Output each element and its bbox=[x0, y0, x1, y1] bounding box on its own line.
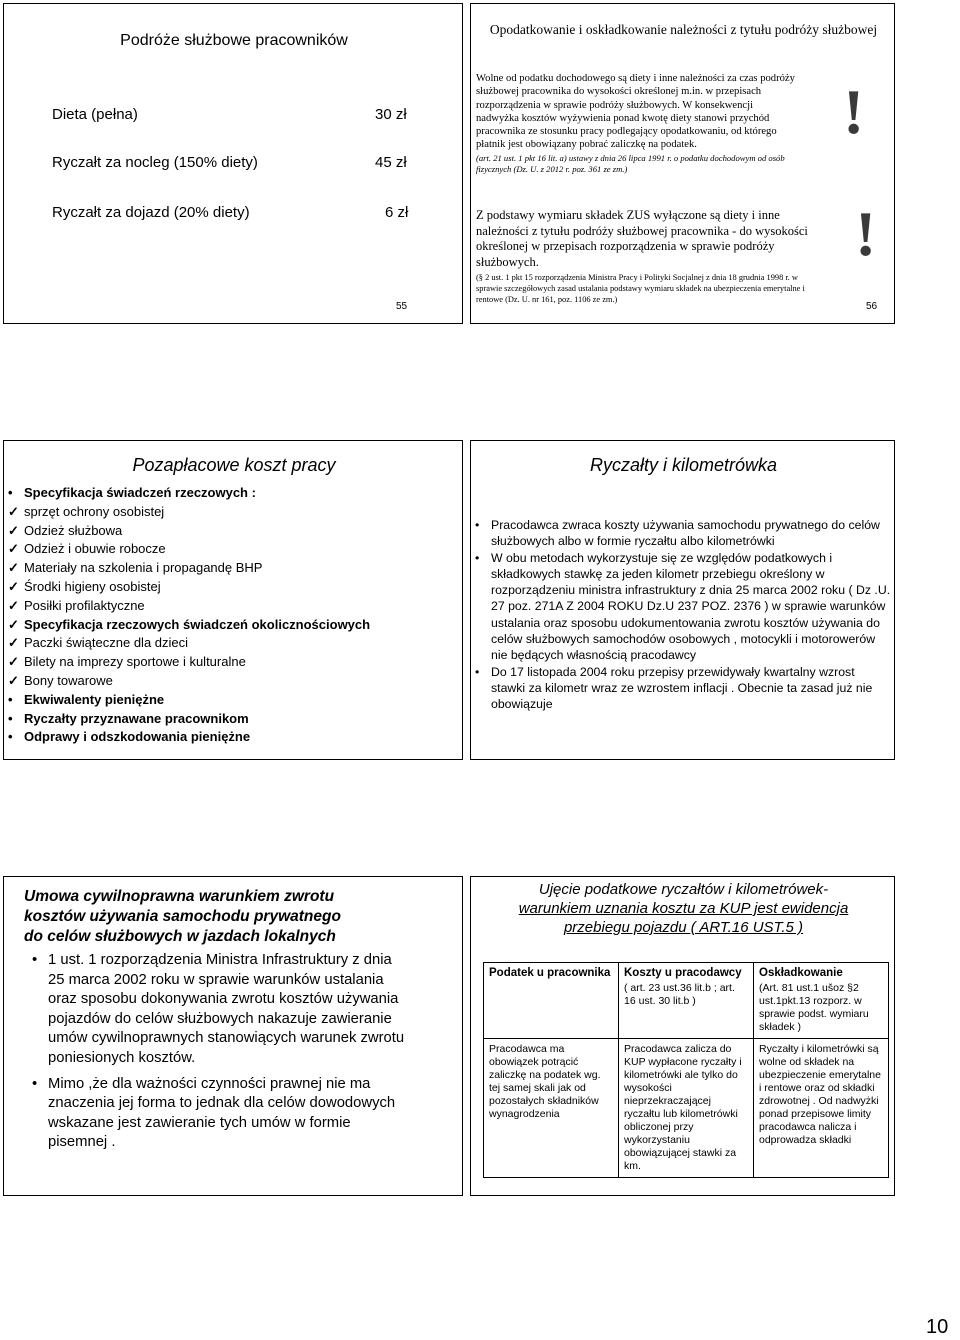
row-value: 45 zł bbox=[375, 154, 407, 171]
contract-list bbox=[48, 951, 408, 1153]
title-line: Ujęcie podatkowe ryczałtów i kilometrówek- bbox=[538, 881, 829, 898]
list-item: • Mimo ,że dla ważności czynności prawnej nie ma znaczenia jej forma to jednak dla celów dowodowych wskazane jest zawieranie tych umów w formie pisemnej . bbox=[48, 1075, 408, 1153]
slide-59-title bbox=[24, 887, 454, 947]
tax-table bbox=[483, 962, 889, 1178]
table-header-cell bbox=[619, 963, 754, 1039]
slide-56 bbox=[470, 3, 895, 324]
tax-paragraph bbox=[476, 72, 796, 175]
table-header-cell bbox=[484, 963, 619, 1039]
slide-57-title: Pozapłacowe koszt pracy bbox=[132, 455, 336, 475]
tax-reference: (art. 21 ust. 1 pkt 16 lit. a) ustawy z dnia 26 lipca 1991 r. o podatku dochodowym od osób fizycznych (Dz. U. z 2012 r. poz. 361 ze zm.) bbox=[476, 152, 785, 174]
list-item: ✓ Odzież i obuwie robocze bbox=[24, 540, 454, 559]
row-label: Ryczałt za dojazd (20% diety) bbox=[52, 204, 250, 221]
title-line: do celów służbowych w jazdach lokalnych bbox=[24, 928, 336, 945]
header-sub: ( art. 23 ust.36 lit.b ; art. 16 ust. 30 lit.b ) bbox=[624, 982, 735, 1007]
list-item: ✓ Bony towarowe bbox=[24, 672, 454, 691]
list-item: ✓ Paczki świąteczne dla dzieci bbox=[24, 634, 454, 653]
slide-57 bbox=[3, 440, 463, 760]
title-line: kosztów używania samochodu prywatnego bbox=[24, 908, 341, 925]
row-label: Ryczałt za nocleg (150% diety) bbox=[52, 154, 258, 171]
row-label: Dieta (pełna) bbox=[52, 106, 138, 123]
title-line: Umowa cywilnoprawna warunkiem zwrotu bbox=[24, 888, 335, 905]
slide-58 bbox=[470, 440, 895, 760]
header-label: Podatek u pracownika bbox=[489, 967, 611, 979]
row-value: 30 zł bbox=[375, 106, 407, 123]
list-item: • Do 17 listopada 2004 roku przepisy przewidywały kwartalny wzrost stawki za kilometr wraz ze wzrostem inflacji . Obecnie ta zasad już nie obowiązuje bbox=[491, 664, 891, 712]
title-line: warunkiem uznania kosztu za KUP jest ewidencja bbox=[518, 900, 849, 917]
slide-58-title: Ryczałty i kilometrówka bbox=[589, 455, 778, 475]
table-cell: Ryczałty i kilometrówki są wolne od składek na ubezpieczenie emerytalne i rentowe oraz od składki zdrowotnej . Od nadwyżki ponad przepisowe limity pracodawca nalicza i odprowadza składki bbox=[754, 1039, 889, 1178]
benefits-list bbox=[24, 484, 454, 747]
list-item: ✓ Posiłki profilaktyczne bbox=[24, 597, 454, 616]
exclamation-icon: ! bbox=[855, 198, 877, 269]
slide-56-title: Opodatkowanie i oskładkowanie należności z tytułu podróży służbowej bbox=[489, 22, 878, 37]
zus-text: Z podstawy wymiaru składek ZUS wyłączone są diety i inne należności z tytułu podróży służbowej pracownika - do wysokości określonej w przepisach rozporządzenia w sprawie podróży służbowych. bbox=[476, 208, 808, 269]
list-item: • W obu metodach wykorzystuje się ze względów podatkowych i składkowych stawkę za jeden kilometr przebiegu określony w rozporządzeniu ministra infrastruktury z dnia 25 marca 2002 roku ( Dz .U. 27 poz. 271A Z 2004 ROKU Dz.U 237 POZ. 2376 ) w sprawie warunków ustalania oraz sposobu udokumentowania zwrotu kosztów używania do celów służbowych samochodów osobowych , motocykli i motorowerów nie będących własnością pracodawcy bbox=[491, 550, 891, 663]
page-number: 55 bbox=[396, 301, 408, 312]
table-cell: Pracodawca ma obowiązek potrącić zaliczkę na podatek wg. tej samej skali jak od pozostałych składników wynagrodzenia bbox=[484, 1039, 619, 1178]
mileage-list bbox=[491, 517, 891, 713]
slide-55 bbox=[3, 3, 463, 324]
list-item: ✓ Materiały na szkolenia i propagandę BHP bbox=[24, 559, 454, 578]
slide-55-title: Podróże służbowe pracowników bbox=[120, 32, 348, 49]
zus-reference: (§ 2 ust. 1 pkt 15 rozporządzenia Ministra Pracy i Polityki Socjalnej z dnia 18 grudnia 1998 r. w sprawie szczegółowych zasad ustalania podstawy wymiaru składek na ubezpieczenia emerytalne i rentowe (Dz. U. nr 161, poz. 1106 ze zm.) bbox=[476, 273, 805, 304]
list-item: • Ekwiwalenty pieniężne bbox=[24, 691, 454, 710]
slide-60 bbox=[470, 876, 895, 1196]
list-item: ✓ sprzęt ochrony osobistej bbox=[24, 503, 454, 522]
exclamation-icon: ! bbox=[843, 76, 865, 147]
header-sub: (Art. 81 ust.1 ušoz §2 ust.1pkt.13 rozporz. w sprawie podst. wymiaru składek ) bbox=[759, 982, 869, 1033]
header-label: Koszty u pracodawcy bbox=[624, 967, 742, 979]
tax-text: Wolne od podatku dochodowego są diety i inne należności za czas podróży służbowej pracownika do wysokości określonej m.in. w przepisach rozporządzenia w sprawie podróży służbowych. W konsekwencji nadwyżka kosztów wyżywienia ponad kwotę diety stanowi przychód pracownika ze stosunku pracy podlegający opodatkowaniu, od którego płatnik jest obowiązany pobrać zaliczkę na podatek. bbox=[476, 73, 795, 151]
list-item: • Ryczałty przyznawane pracownikom bbox=[24, 710, 454, 729]
list-item: • Pracodawca zwraca koszty używania samochodu prywatnego do celów służbowych albo w formie ryczałtu albo kilometrówki bbox=[491, 517, 891, 549]
table-header-cell bbox=[754, 963, 889, 1039]
list-item: • Odprawy i odszkodowania pieniężne bbox=[24, 728, 454, 747]
list-item: • Specyfikacja świadczeń rzeczowych : bbox=[24, 484, 454, 503]
list-item: ✓ Bilety na imprezy sportowe i kulturalne bbox=[24, 653, 454, 672]
row-value: 6 zł bbox=[385, 204, 409, 221]
list-item: • 1 ust. 1 rozporządzenia Ministra Infrastruktury z dnia 25 marca 2002 roku w sprawie warunków ustalania oraz sposobu dokonywania zwrotu kosztów używania pojazdów do celów służbowych nakazuje zawieranie umów cywilnoprawnych stanowiących warunek zwrotu poniesionych kosztów. bbox=[48, 951, 408, 1069]
list-item: ✓ Środki higieny osobistej bbox=[24, 578, 454, 597]
list-item: ✓ Specyfikacja rzeczowych świadczeń okolicznościowych bbox=[24, 616, 454, 635]
table-row bbox=[484, 963, 889, 1039]
table-row bbox=[484, 1039, 889, 1178]
slide-60-title bbox=[471, 880, 896, 937]
zus-paragraph bbox=[476, 208, 821, 305]
title-line: przebiegu pojazdu ( ART.16 UST.5 ) bbox=[563, 919, 804, 936]
document-page-number: 10 bbox=[926, 1316, 949, 1338]
header-label: Oskładkowanie bbox=[759, 967, 843, 979]
table-cell: Pracodawca zalicza do KUP wypłacone ryczałty i kilometrówki ale tylko do wysokości nieprzekraczającej ryczałtu lub kilometrówki obliczonej przy wykorzystaniu obowiązującej stawki za km. bbox=[619, 1039, 754, 1178]
slide-59 bbox=[3, 876, 463, 1196]
page-number: 56 bbox=[866, 301, 878, 312]
list-item: ✓ Odzież służbowa bbox=[24, 522, 454, 541]
